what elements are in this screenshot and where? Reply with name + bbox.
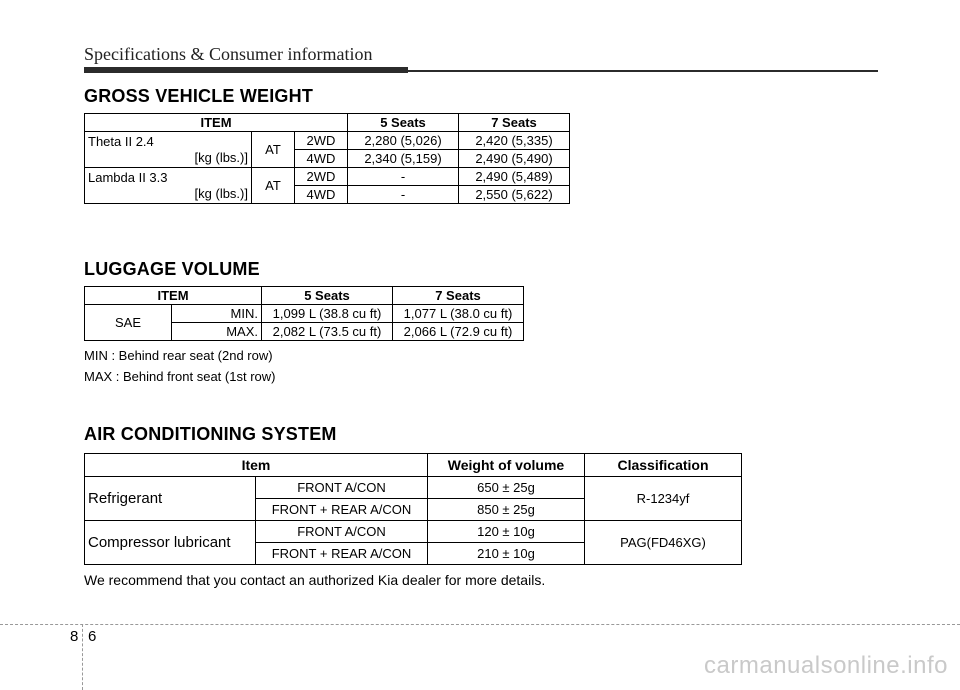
ac-weight: 120 ± 10g — [428, 521, 585, 543]
footer-divider — [82, 624, 83, 690]
footer-rule — [0, 624, 960, 625]
weight-7-seats: 2,550 (5,622) — [459, 186, 570, 204]
engine-cell — [85, 132, 252, 168]
table-header-row — [85, 287, 524, 305]
gvw-table — [84, 113, 570, 204]
table-row — [85, 477, 742, 499]
unit-label: [kg (lbs.)] — [194, 185, 248, 201]
transmission: AT — [252, 168, 295, 204]
gvw-title: GROSS VEHICLE WEIGHT — [84, 86, 314, 106]
ac-sub-item: FRONT A/CON — [256, 521, 428, 543]
transmission: AT — [252, 132, 295, 168]
engine-cell — [85, 168, 252, 204]
weight-5-seats: - — [348, 168, 459, 186]
header-item: ITEM — [85, 114, 348, 132]
ac-item-name: Compressor lubricant — [85, 521, 256, 565]
ac-weight: 210 ± 10g — [428, 543, 585, 565]
volume-label: MIN. — [172, 305, 262, 323]
standard-label: SAE — [85, 305, 172, 341]
ac-table — [84, 453, 742, 565]
ac-classification: R-1234yf — [585, 477, 742, 521]
table-header-row — [85, 454, 742, 477]
weight-5-seats: 2,280 (5,026) — [348, 132, 459, 150]
header-7-seats: 7 Seats — [393, 287, 524, 305]
header-7-seats: 7 Seats — [459, 114, 570, 132]
drive-type: 2WD — [295, 168, 348, 186]
weight-7-seats: 2,490 (5,490) — [459, 150, 570, 168]
weight-7-seats: 2,490 (5,489) — [459, 168, 570, 186]
ac-weight: 850 ± 25g — [428, 499, 585, 521]
unit-label: [kg (lbs.)] — [194, 149, 248, 165]
luggage-table — [84, 286, 524, 341]
drive-type: 4WD — [295, 186, 348, 204]
ac-sub-item: FRONT + REAR A/CON — [256, 499, 428, 521]
ac-sub-item: FRONT + REAR A/CON — [256, 543, 428, 565]
ac-classification: PAG(FD46XG) — [585, 521, 742, 565]
chapter-number: 8 — [70, 628, 79, 645]
volume-7-seats: 2,066 L (72.9 cu ft) — [393, 323, 524, 341]
header-rule — [408, 70, 878, 72]
weight-7-seats: 2,420 (5,335) — [459, 132, 570, 150]
header-5-seats: 5 Seats — [348, 114, 459, 132]
watermark: carmanualsonline.info — [704, 652, 948, 679]
ac-sub-item: FRONT A/CON — [256, 477, 428, 499]
table-row — [85, 168, 570, 186]
ac-title: AIR CONDITIONING SYSTEM — [84, 424, 337, 444]
ac-item-name: Refrigerant — [85, 477, 256, 521]
table-row — [85, 521, 742, 543]
volume-5-seats: 1,099 L (38.8 cu ft) — [262, 305, 393, 323]
note-max: MAX : Behind front seat (1st row) — [84, 369, 276, 384]
header-classification: Classification — [585, 454, 742, 477]
header-item: ITEM — [85, 287, 262, 305]
table-header-row — [85, 114, 570, 132]
weight-5-seats: - — [348, 186, 459, 204]
header-5-seats: 5 Seats — [262, 287, 393, 305]
table-row — [85, 305, 524, 323]
header-item: Item — [85, 454, 428, 477]
drive-type: 4WD — [295, 150, 348, 168]
header-title: Specifications & Consumer information — [84, 44, 373, 64]
weight-5-seats: 2,340 (5,159) — [348, 150, 459, 168]
note-min: MIN : Behind rear seat (2nd row) — [84, 348, 273, 363]
header-weight: Weight of volume — [428, 454, 585, 477]
engine-name: Theta II 2.4 — [88, 133, 154, 149]
luggage-title: LUGGAGE VOLUME — [84, 259, 260, 279]
volume-7-seats: 1,077 L (38.0 cu ft) — [393, 305, 524, 323]
drive-type: 2WD — [295, 132, 348, 150]
table-row — [85, 132, 570, 150]
engine-name: Lambda II 3.3 — [88, 169, 168, 185]
page-number: 6 — [88, 628, 97, 645]
ac-weight: 650 ± 25g — [428, 477, 585, 499]
header-bar — [84, 67, 408, 73]
volume-5-seats: 2,082 L (73.5 cu ft) — [262, 323, 393, 341]
ac-note: We recommend that you contact an authorized Kia dealer for more details. — [84, 572, 546, 588]
volume-label: MAX. — [172, 323, 262, 341]
